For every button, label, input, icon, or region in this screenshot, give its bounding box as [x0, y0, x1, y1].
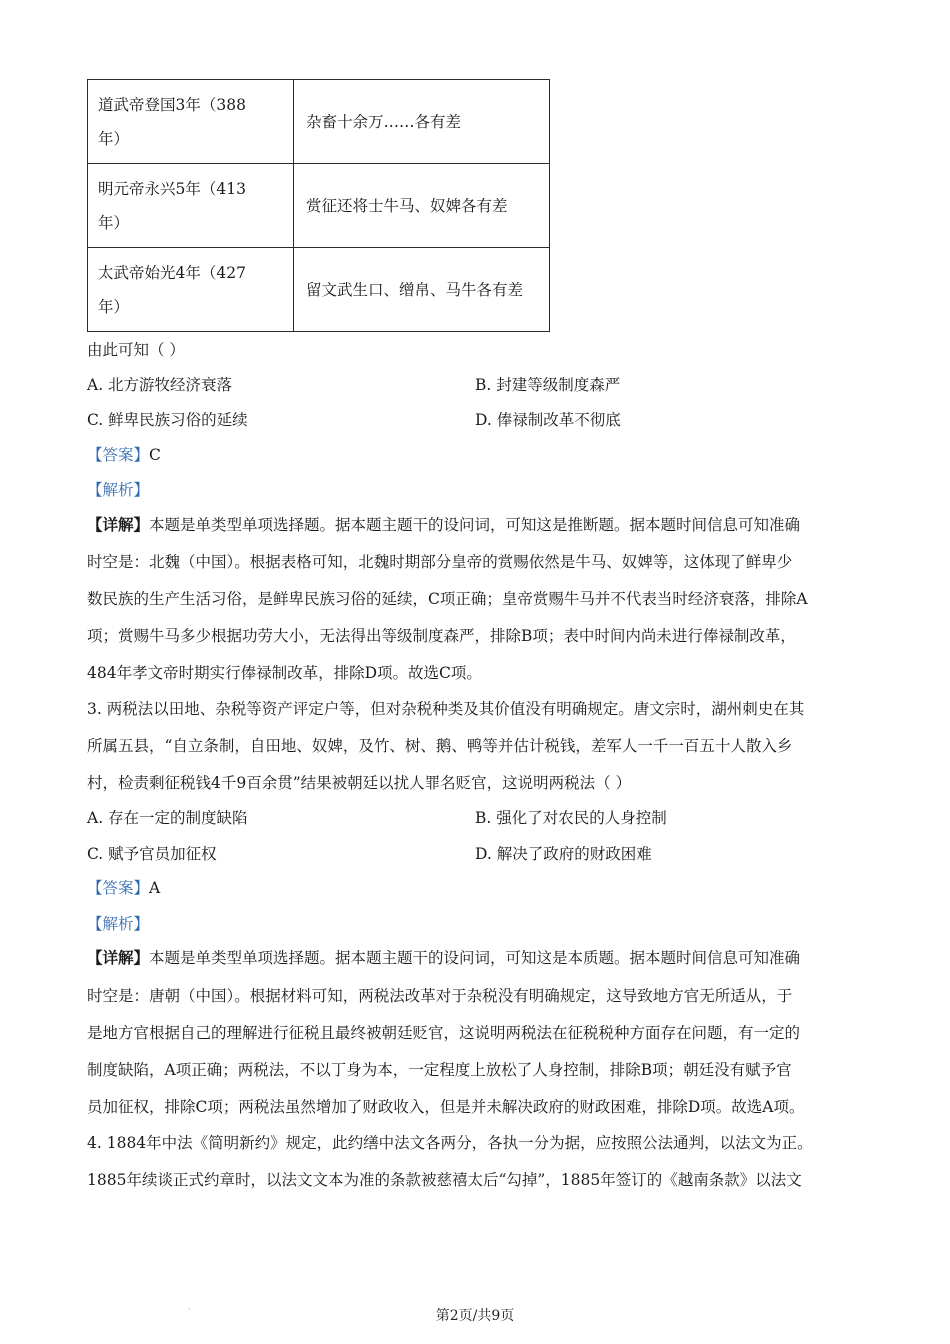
detail-tag: 【详解】: [87, 515, 150, 534]
period-text: 年）: [98, 297, 130, 316]
q2-option-c: C. 鲜卑民族习俗的延续: [87, 411, 248, 429]
q3-answer-line: [87, 876, 160, 898]
answer-value: A: [149, 879, 161, 897]
q2-analysis-tag: [87, 478, 149, 500]
scan-dot: ·: [188, 1305, 191, 1314]
q3-stem-line: 村，检责剩征税钱4千9百余贯”结果被朝廷以扰人罪名贬官，这说明两税法（ ）: [87, 774, 632, 792]
q2-answer-line: [87, 443, 161, 465]
period-text: 年）: [98, 129, 130, 148]
q4-stem-line: 4. 1884年中法《简明新约》规定，此约缮中法文各两分，各执一分为据，应按照公法通判，以法文为正。: [87, 1134, 813, 1152]
q2-stem: 由此可知（ ）: [87, 341, 185, 359]
content-cell: 赏征还将士牛马、奴婢各有差: [294, 164, 550, 248]
content-cell: 留文武生口、缯帛、马牛各有差: [294, 248, 550, 332]
period-text: 年）: [98, 213, 130, 232]
analysis-tag: 【解析】: [87, 481, 150, 499]
q2-detail-line: 数民族的生产生活习俗，是鲜卑民族习俗的延续，C项正确；皇帝赏赐牛马并不代表当时经济衰落，排除A: [87, 590, 808, 608]
q3-stem-line: 3. 两税法以田地、杂税等资产评定户等，但对杂税种类及其价值没有明确规定。唐文宗时，湖州刺史在其: [87, 700, 805, 718]
period-text: 明元帝永兴5年（413: [98, 179, 246, 198]
period-text: 太武帝始光4年（427: [98, 263, 246, 282]
q3-analysis-tag: [87, 912, 149, 934]
q3-stem-line: 所属五县，“自立条制，自田地、奴婢，及竹、树、鹅、鸭等并估计税钱，差军人一千一百五十人散入乡: [87, 737, 793, 755]
detail-text: 本题是单类型单项选择题。据本题主题干的设问词，可知这是推断题。据本题时间信息可知准确: [149, 516, 801, 534]
q3-option-a: A. 存在一定的制度缺陷: [87, 809, 248, 827]
q2-option-b: B. 封建等级制度森严: [475, 376, 621, 394]
q2-detail-line: 484年孝文帝时期实行俸禄制改革，排除D项。故选C项。: [87, 664, 482, 682]
q3-detail-line: 时空是：唐朝（中国）。根据材料可知，两税法改革对于杂税没有明确规定，这导致地方官无所适从，于: [87, 987, 793, 1005]
detail-text: 本题是单类型单项选择题。据本题主题干的设问词，可知这是本质题。据本题时间信息可知准确: [149, 949, 801, 967]
q3-option-c: C. 赋予官员加征权: [87, 845, 217, 863]
q3-option-b: B. 强化了对农民的人身控制: [475, 809, 667, 827]
q2-detail-line: [87, 513, 865, 535]
content-cell: 杂畜十余万……各有差: [294, 80, 550, 164]
page-number: 第2页/共9页: [435, 1308, 515, 1324]
table-row: [88, 248, 550, 332]
q3-detail-line: 是地方官根据自己的理解进行征税且最终被朝廷贬官，这说明两税法在征税税种方面存在问题，有一定的: [87, 1024, 801, 1042]
q3-option-d: D. 解决了政府的财政困难: [475, 845, 652, 863]
period-cell: [88, 164, 294, 248]
q3-detail-line: 员加征权，排除C项；两税法虽然增加了财政收入，但是并未解决政府的财政困难，排除D项。故选A项。: [87, 1098, 805, 1116]
q3-detail-line: [87, 946, 865, 968]
answer-tag: 【答案】: [87, 446, 150, 464]
answer-tag: 【答案】: [87, 879, 150, 897]
analysis-tag: 【解析】: [87, 915, 150, 933]
period-cell: [88, 248, 294, 332]
q2-detail-line: 时空是：北魏（中国）。根据表格可知，北魏时期部分皇帝的赏赐依然是牛马、奴婢等，这体现了鲜卑少: [87, 553, 793, 571]
reward-table: [87, 79, 550, 332]
q3-detail-line: 制度缺陷，A项正确；两税法，不以丁身为本，一定程度上放松了人身控制，排除B项；朝廷没有赋予官: [87, 1061, 792, 1079]
period-cell: [88, 80, 294, 164]
detail-tag: 【详解】: [87, 948, 150, 967]
q4-stem-line: 1885年续谈正式约章时，以法文文本为准的条款被慈禧太后“勾掉”，1885年签订的《越南条款》以法文: [87, 1171, 802, 1189]
period-text: 道武帝登国3年（388: [98, 95, 246, 114]
q2-option-a: A. 北方游牧经济衰落: [87, 376, 233, 394]
q2-option-d: D. 俸禄制改革不彻底: [475, 411, 621, 429]
answer-value: C: [149, 446, 161, 464]
table-row: [88, 80, 550, 164]
q2-detail-line: 项；赏赐牛马多少根据功劳大小，无法得出等级制度森严，排除B项；表中时间内尚未进行俸禄制改革，: [87, 627, 796, 645]
table-row: [88, 164, 550, 248]
